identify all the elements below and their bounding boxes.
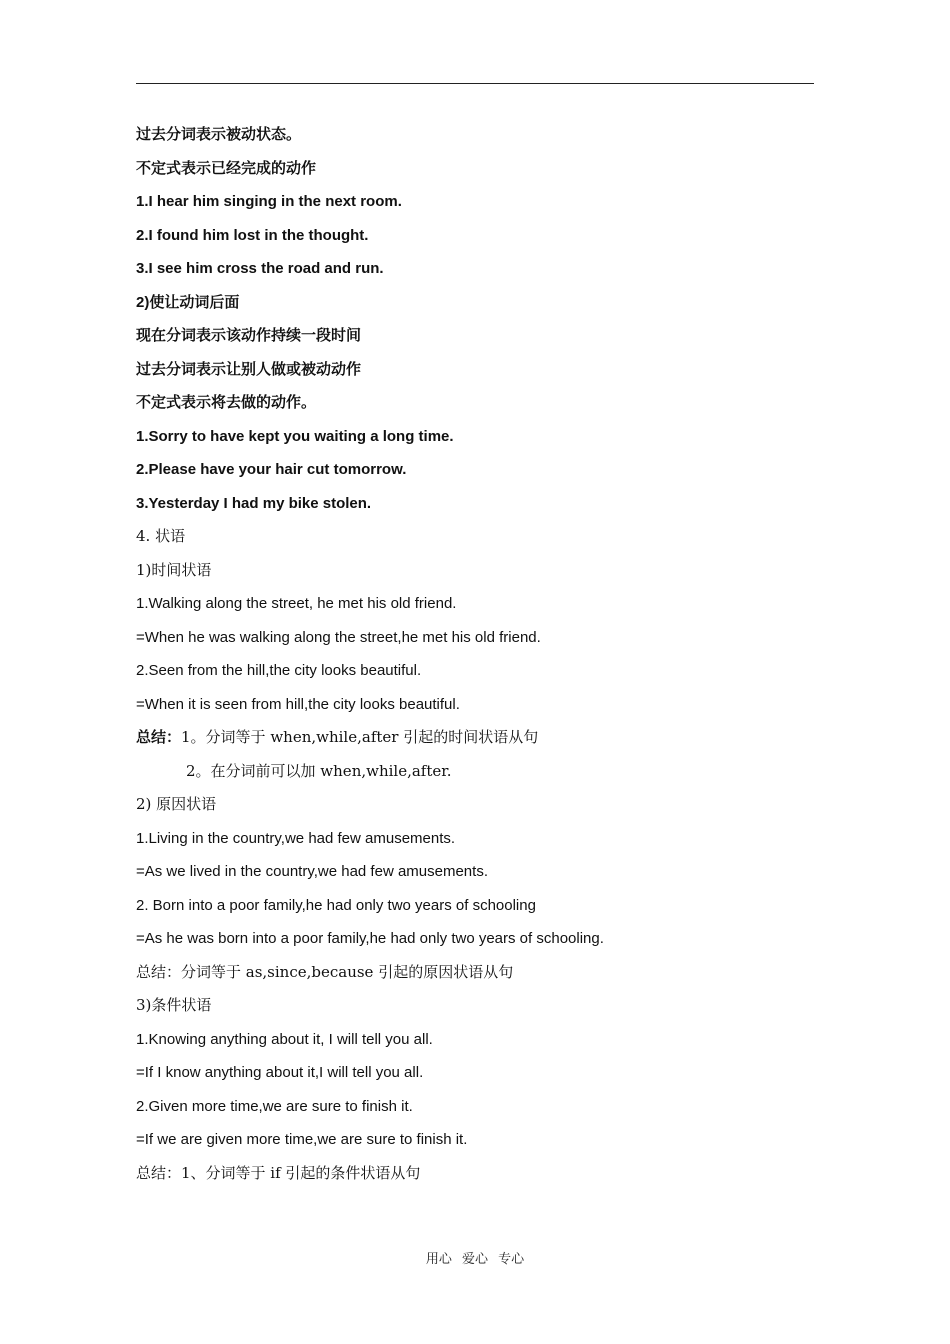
header-rule: [136, 83, 814, 84]
text-line: 过去分词表示被动状态。: [136, 126, 302, 143]
example-sentence: 2.Given more time,we are sure to finish it.: [136, 1097, 413, 1115]
example-sentence: =If we are given more time,we are sure to finish it.: [136, 1131, 468, 1148]
example-sentence: =When he was walking along the street,he met his old friend.: [136, 628, 541, 646]
example-sentence: 3.Yesterday I had my bike stolen.: [136, 494, 372, 512]
text-line: 不定式表示已经完成的动作: [136, 159, 317, 177]
example-sentence: 2. Born into a poor family,he had only two years of schooling: [136, 896, 536, 914]
example-sentence: 2.I found him lost in the thought.: [136, 226, 369, 244]
example-sentence: =If I know anything about it,I will tell you all.: [136, 1064, 424, 1081]
summary-line: [136, 721, 814, 755]
example-sentence: 2.Please have your hair cut tomorrow.: [136, 461, 407, 478]
example-sentence: 2.Seen from the hill,the city looks beautiful.: [136, 662, 422, 679]
summary-line: 总结：1、分词等于 if 引起的条件状语从句: [136, 1163, 421, 1182]
example-sentence: 3.I see him cross the road and run.: [136, 260, 384, 277]
example-sentence: =When it is seen from hill,the city looks beautiful.: [136, 695, 460, 713]
example-sentence: =As he was born into a poor family,he had only two years of schooling.: [136, 930, 604, 947]
summary-text: 1。分词等于 when,while,after 引起的时间状语从句: [181, 728, 539, 746]
summary-line: 总结：分词等于 as,since,because 引起的原因状语从句: [136, 962, 514, 981]
subheading: 1)时间状语: [136, 560, 212, 579]
subheading: 2) 原因状语: [136, 795, 217, 813]
document-body: [136, 118, 814, 1190]
example-sentence: 1.Knowing anything about it, I will tell you all.: [136, 1030, 433, 1048]
subheading: 3)条件状语: [136, 996, 212, 1014]
text-line: 现在分词表示该动作持续一段时间: [136, 327, 362, 344]
example-sentence: 1.Living in the country,we had few amusements.: [136, 829, 456, 847]
example-sentence: 1.Sorry to have kept you waiting a long time.: [136, 427, 454, 445]
text-line: 过去分词表示让别人做或被动动作: [136, 360, 362, 378]
subheading: 2)使让动词后面: [136, 293, 240, 311]
example-sentence: 1.Walking along the street, he met his old friend.: [136, 595, 457, 612]
page-footer: 用心 爱心 专心: [425, 1252, 525, 1267]
example-sentence: =As we lived in the country,we had few amusements.: [136, 863, 488, 880]
section-heading: 4. 状语: [136, 527, 186, 545]
example-sentence: 1.I hear him singing in the next room.: [136, 193, 402, 210]
summary-label: 总结：: [136, 728, 182, 746]
text-line: 不定式表示将去做的动作。: [136, 394, 317, 411]
summary-line: 2。在分词前可以加 when,while,after.: [186, 761, 452, 780]
